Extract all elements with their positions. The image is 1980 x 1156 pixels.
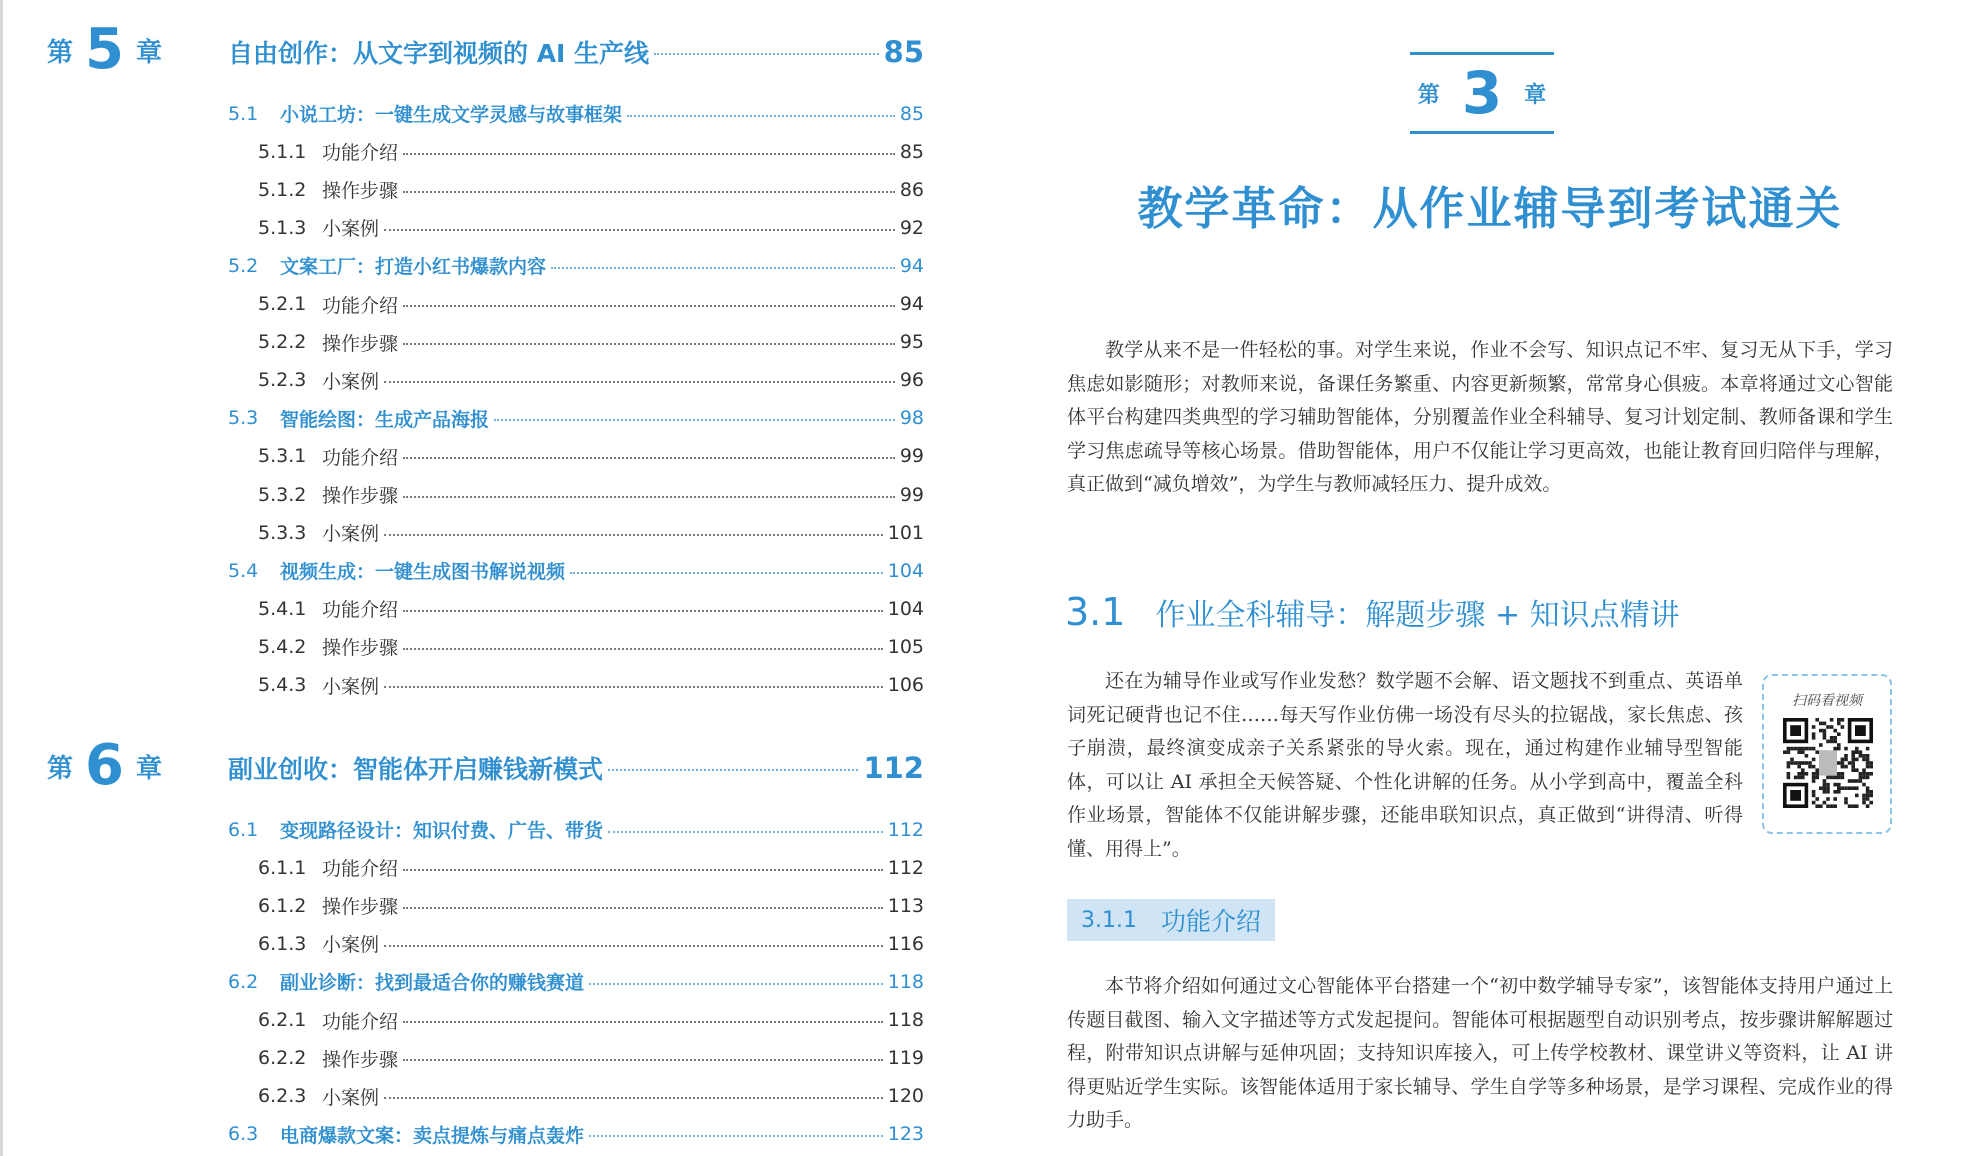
toc-subsection-number: 5.1.3 bbox=[258, 216, 307, 239]
toc-leader bbox=[608, 769, 858, 771]
toc-page-number: 119 bbox=[887, 1047, 924, 1070]
toc-subsection-entry[interactable] bbox=[258, 595, 924, 622]
toc-page-number: 118 bbox=[887, 970, 924, 993]
toc-chapter-title: 副业创收：智能体开启赚钱新模式 bbox=[228, 755, 604, 784]
chapter-label-number: 6 bbox=[85, 733, 124, 798]
toc-chapter-entry[interactable] bbox=[228, 750, 924, 786]
section-paragraph: 还在为辅导作业或写作业发愁？数学题不会解、语文题找不到重点、英语单词死记硬背也记不住……每天写作业仿佛一场没有尽头的拉锯战，家长焦虑、孩子崩溃，最终演变成亲子关系紧张的导火索。现在，通过构建作业辅导型智能体，可以让 AI 承担全天候答疑、个性化讲解的任务。从小学到高中，覆盖全科作业场景，智能体不仅能讲解步骤，还能串联知识点，真正做到“讲得清、听得懂、用得上”。 bbox=[1067, 670, 1743, 860]
toc-section-number: 5.1 bbox=[228, 102, 259, 125]
toc-leader bbox=[403, 191, 895, 193]
toc-subsection-title: 功能介绍 bbox=[322, 599, 399, 622]
toc-subsection-entry[interactable] bbox=[258, 519, 924, 546]
toc-subsection-number: 6.1.3 bbox=[258, 932, 307, 955]
toc-subsection-title: 功能介绍 bbox=[322, 1010, 399, 1033]
toc-chapter-title: 自由创作：从文字到视频的 AI 生产线 bbox=[228, 39, 650, 68]
toc-subsection-number: 6.1.1 bbox=[258, 856, 307, 879]
toc-section-title: 变现路径设计：知识付费、广告、带货 bbox=[280, 820, 604, 842]
toc-subsection-entry[interactable] bbox=[258, 672, 924, 699]
toc-page-number: 98 bbox=[899, 407, 924, 430]
toc-subsection-title: 小案例 bbox=[322, 523, 380, 546]
toc-page-number: 85 bbox=[883, 35, 924, 69]
toc-subsection-number: 6.2.3 bbox=[258, 1085, 307, 1108]
toc-subsection-entry[interactable] bbox=[258, 930, 924, 957]
toc-subsection-entry[interactable] bbox=[258, 176, 924, 203]
toc-section-title: 电商爆款文案：卖点提炼与痛点轰炸 bbox=[280, 1124, 585, 1147]
toc-subsection-entry[interactable] bbox=[258, 854, 924, 881]
toc-subsection-number: 6.2.2 bbox=[258, 1047, 307, 1070]
toc-page-number: 116 bbox=[887, 932, 924, 955]
toc-subsection-title: 功能介绍 bbox=[322, 446, 399, 469]
toc-leader bbox=[608, 831, 883, 833]
toc-subsection-title: 小案例 bbox=[322, 1086, 380, 1109]
toc-page-number: 112 bbox=[887, 818, 924, 841]
toc-section-number: 6.2 bbox=[228, 970, 259, 993]
toc-section-entry[interactable] bbox=[228, 405, 924, 432]
toc-section-entry[interactable] bbox=[228, 816, 924, 843]
toc-subsection-entry[interactable] bbox=[258, 633, 924, 660]
toc-leader bbox=[627, 115, 895, 117]
toc-leader bbox=[403, 496, 895, 498]
toc-leader bbox=[403, 1021, 883, 1023]
toc-section-number: 5.4 bbox=[228, 559, 259, 582]
toc-subsection-title: 操作步骤 bbox=[322, 896, 399, 919]
toc-leader bbox=[551, 267, 895, 269]
toc-leader bbox=[403, 305, 895, 307]
toc-leader bbox=[403, 1059, 883, 1061]
toc-chapter-entry[interactable] bbox=[228, 34, 924, 70]
toc-leader bbox=[570, 572, 883, 574]
toc-page-number: 104 bbox=[887, 559, 924, 582]
toc-leader bbox=[494, 419, 895, 421]
toc-leader bbox=[403, 153, 895, 155]
chapter-title: 教学革命：从作业辅导到考试通关 bbox=[1137, 182, 1843, 235]
toc-page-number: 101 bbox=[887, 521, 924, 544]
toc-leader bbox=[403, 907, 883, 909]
toc-page-number: 92 bbox=[899, 216, 924, 239]
toc-subsection-title: 操作步骤 bbox=[322, 485, 399, 507]
toc-chapter-label bbox=[47, 17, 162, 82]
subsection-heading bbox=[1067, 899, 1275, 941]
toc-page-number: 123 bbox=[887, 1123, 924, 1146]
toc-leader bbox=[384, 945, 883, 947]
toc-subsection-entry[interactable] bbox=[258, 138, 924, 165]
toc-subsection-number: 5.3.3 bbox=[258, 521, 307, 544]
chapter-label-suffix: 章 bbox=[135, 37, 162, 68]
toc-page-number: 94 bbox=[899, 293, 924, 315]
toc-subsection-number: 5.4.3 bbox=[258, 674, 307, 696]
toc-page-number: 112 bbox=[887, 856, 924, 879]
toc-page bbox=[0, 0, 960, 1156]
toc-leader bbox=[384, 1097, 883, 1099]
section-heading bbox=[1065, 590, 1680, 634]
toc-page-number: 104 bbox=[887, 597, 924, 620]
chapter-number: 3 bbox=[1461, 59, 1503, 127]
toc-page-number: 99 bbox=[899, 445, 924, 468]
toc-subsection-title: 小案例 bbox=[322, 370, 380, 393]
subsection-paragraph: 本节将介绍如何通过文心智能体平台搭建一个“初中数学辅导专家”，该智能体支持用户通过上传题目截图、输入文字描述等方式发起提问。智能体可根据题型自动识别考点，按步骤讲解解题过程，附带知识点讲解与延伸巩固；支持知识库接入，可上传学校教材、课堂讲义等资料，让 AI 讲得更贴近学生实际。该智能体适用于家长辅导、学生自学等多种场景，是学习课程、完成作业的得力助手。 bbox=[1067, 975, 1893, 1131]
toc-section-number: 5.2 bbox=[228, 254, 259, 277]
toc-subsection-entry[interactable] bbox=[258, 291, 924, 318]
toc-subsection-number: 5.3.1 bbox=[258, 445, 307, 468]
toc-subsection-title: 操作步骤 bbox=[322, 180, 399, 203]
toc-subsection-title: 功能介绍 bbox=[322, 294, 399, 317]
toc-subsection-entry[interactable] bbox=[258, 367, 924, 394]
toc-subsection-number: 6.1.2 bbox=[258, 894, 307, 917]
toc-subsection-title: 小案例 bbox=[322, 675, 380, 698]
toc-subsection-number: 5.2.3 bbox=[258, 369, 307, 392]
toc-page-number: 95 bbox=[899, 331, 924, 354]
toc-subsection-number: 5.2.2 bbox=[258, 331, 307, 354]
chapter-label-prefix: 第 bbox=[47, 753, 74, 784]
chapter-suffix: 章 bbox=[1524, 82, 1547, 108]
toc-section-title: 小说工坊：一键生成文学灵感与故事框架 bbox=[280, 104, 623, 126]
toc-leader bbox=[384, 686, 883, 688]
toc-page-number: 118 bbox=[887, 1009, 924, 1031]
toc-section-title: 智能绘图：生成产品海报 bbox=[280, 408, 490, 431]
subsection-number: 3.1.1 bbox=[1081, 907, 1137, 933]
toc-section-entry[interactable] bbox=[228, 557, 924, 584]
section-number: 3.1 bbox=[1065, 590, 1126, 634]
toc-subsection-title: 操作步骤 bbox=[322, 637, 399, 660]
chapter-label-prefix: 第 bbox=[47, 37, 74, 68]
toc-section-entry[interactable] bbox=[228, 252, 924, 279]
toc-leader bbox=[384, 534, 883, 536]
toc-page-number: 106 bbox=[887, 674, 924, 696]
toc-section-entry[interactable] bbox=[228, 100, 924, 127]
intro-paragraph: 教学从来不是一件轻松的事。对学生来说，作业不会写、知识点记不牢、复习无从下手，学习焦虑如影随形；对教师来说，备课任务繁重、内容更新频繁，常常身心俱疲。本章将通过文心智能体平台构建四类典型的学习辅助智能体，分别覆盖作业全科辅导、复习计划定制、教师备课和学生学习焦虑疏导等核心场景。借助智能体，用户不仅能让学习更高效，也能让教育回归陪伴与理解，真正做到“减负增效”，为学生与教师减轻压力、提升成效。 bbox=[1067, 339, 1893, 495]
toc-subsection-number: 5.1.2 bbox=[258, 178, 307, 201]
toc-subsection-title: 功能介绍 bbox=[322, 142, 399, 165]
toc-subsection-entry[interactable] bbox=[258, 443, 924, 470]
toc-subsection-entry[interactable] bbox=[258, 481, 924, 508]
toc-subsection-entry[interactable] bbox=[258, 1083, 924, 1110]
toc-leader bbox=[384, 381, 895, 383]
toc-page-number: 94 bbox=[899, 254, 924, 277]
toc-page-number: 99 bbox=[899, 483, 924, 506]
toc-chapter-label bbox=[47, 733, 162, 798]
chapter-label-number: 5 bbox=[85, 17, 124, 82]
section-title: 作业全科辅导：解题步骤 + 知识点精讲 bbox=[1155, 598, 1680, 633]
toc-subsection-entry[interactable] bbox=[258, 892, 924, 919]
chapter-prefix: 第 bbox=[1417, 82, 1440, 108]
toc-section-number: 6.1 bbox=[228, 818, 259, 841]
qr-code-icon bbox=[1783, 718, 1873, 808]
toc-subsection-number: 5.1.1 bbox=[258, 140, 307, 163]
toc-page-number: 96 bbox=[899, 369, 924, 392]
toc-leader bbox=[403, 343, 895, 345]
toc-section-title: 副业诊断：找到最适合你的赚钱赛道 bbox=[280, 972, 585, 995]
toc-subsection-title: 功能介绍 bbox=[322, 858, 399, 881]
subsection-title: 功能介绍 bbox=[1160, 907, 1261, 936]
toc-leader bbox=[589, 1135, 883, 1137]
toc-subsection-number: 5.4.2 bbox=[258, 635, 307, 658]
toc-leader bbox=[403, 648, 883, 650]
toc-leader bbox=[589, 983, 883, 985]
toc-subsection-title: 操作步骤 bbox=[322, 1048, 399, 1071]
toc-page-number: 113 bbox=[887, 894, 924, 917]
toc-subsection-number: 5.2.1 bbox=[258, 293, 307, 315]
toc-subsection-number: 5.3.2 bbox=[258, 483, 307, 506]
qr-code-box[interactable] bbox=[1762, 674, 1892, 834]
toc-page-number: 112 bbox=[863, 751, 924, 785]
toc-subsection-number: 5.4.1 bbox=[258, 597, 307, 620]
toc-subsection-title: 操作步骤 bbox=[322, 332, 399, 355]
toc-section-number: 5.3 bbox=[228, 407, 259, 430]
toc-leader bbox=[403, 869, 883, 871]
toc-subsection-entry[interactable] bbox=[258, 1007, 924, 1034]
toc-page-number: 85 bbox=[899, 102, 924, 125]
chapter-label-suffix: 章 bbox=[135, 753, 162, 784]
toc-subsection-number: 6.2.1 bbox=[258, 1009, 307, 1031]
toc-section-title: 视频生成：一键生成图书解说视频 bbox=[280, 561, 566, 584]
toc-leader bbox=[654, 53, 879, 55]
toc-subsection-entry[interactable] bbox=[258, 214, 924, 241]
chapter-badge bbox=[1410, 52, 1554, 134]
toc-page-number: 85 bbox=[899, 140, 924, 163]
toc-section-title: 文案工厂：打造小红书爆款内容 bbox=[280, 256, 547, 279]
toc-section-number: 6.3 bbox=[228, 1123, 259, 1146]
qr-caption: 扫码看视频 bbox=[1792, 693, 1862, 709]
toc-leader bbox=[403, 457, 895, 459]
toc-page-number: 86 bbox=[899, 178, 924, 201]
toc-leader bbox=[403, 610, 883, 612]
toc-subsection-title: 小案例 bbox=[322, 934, 380, 957]
toc-section-entry[interactable] bbox=[228, 1121, 924, 1148]
toc-section-entry[interactable] bbox=[228, 968, 924, 995]
toc-subsection-entry[interactable] bbox=[258, 1045, 924, 1072]
toc-leader bbox=[384, 229, 895, 231]
toc-subsection-entry[interactable] bbox=[258, 329, 924, 356]
toc-page-number: 120 bbox=[887, 1085, 924, 1108]
toc-subsection-title: 小案例 bbox=[322, 218, 380, 241]
toc-page-number: 105 bbox=[887, 635, 924, 658]
